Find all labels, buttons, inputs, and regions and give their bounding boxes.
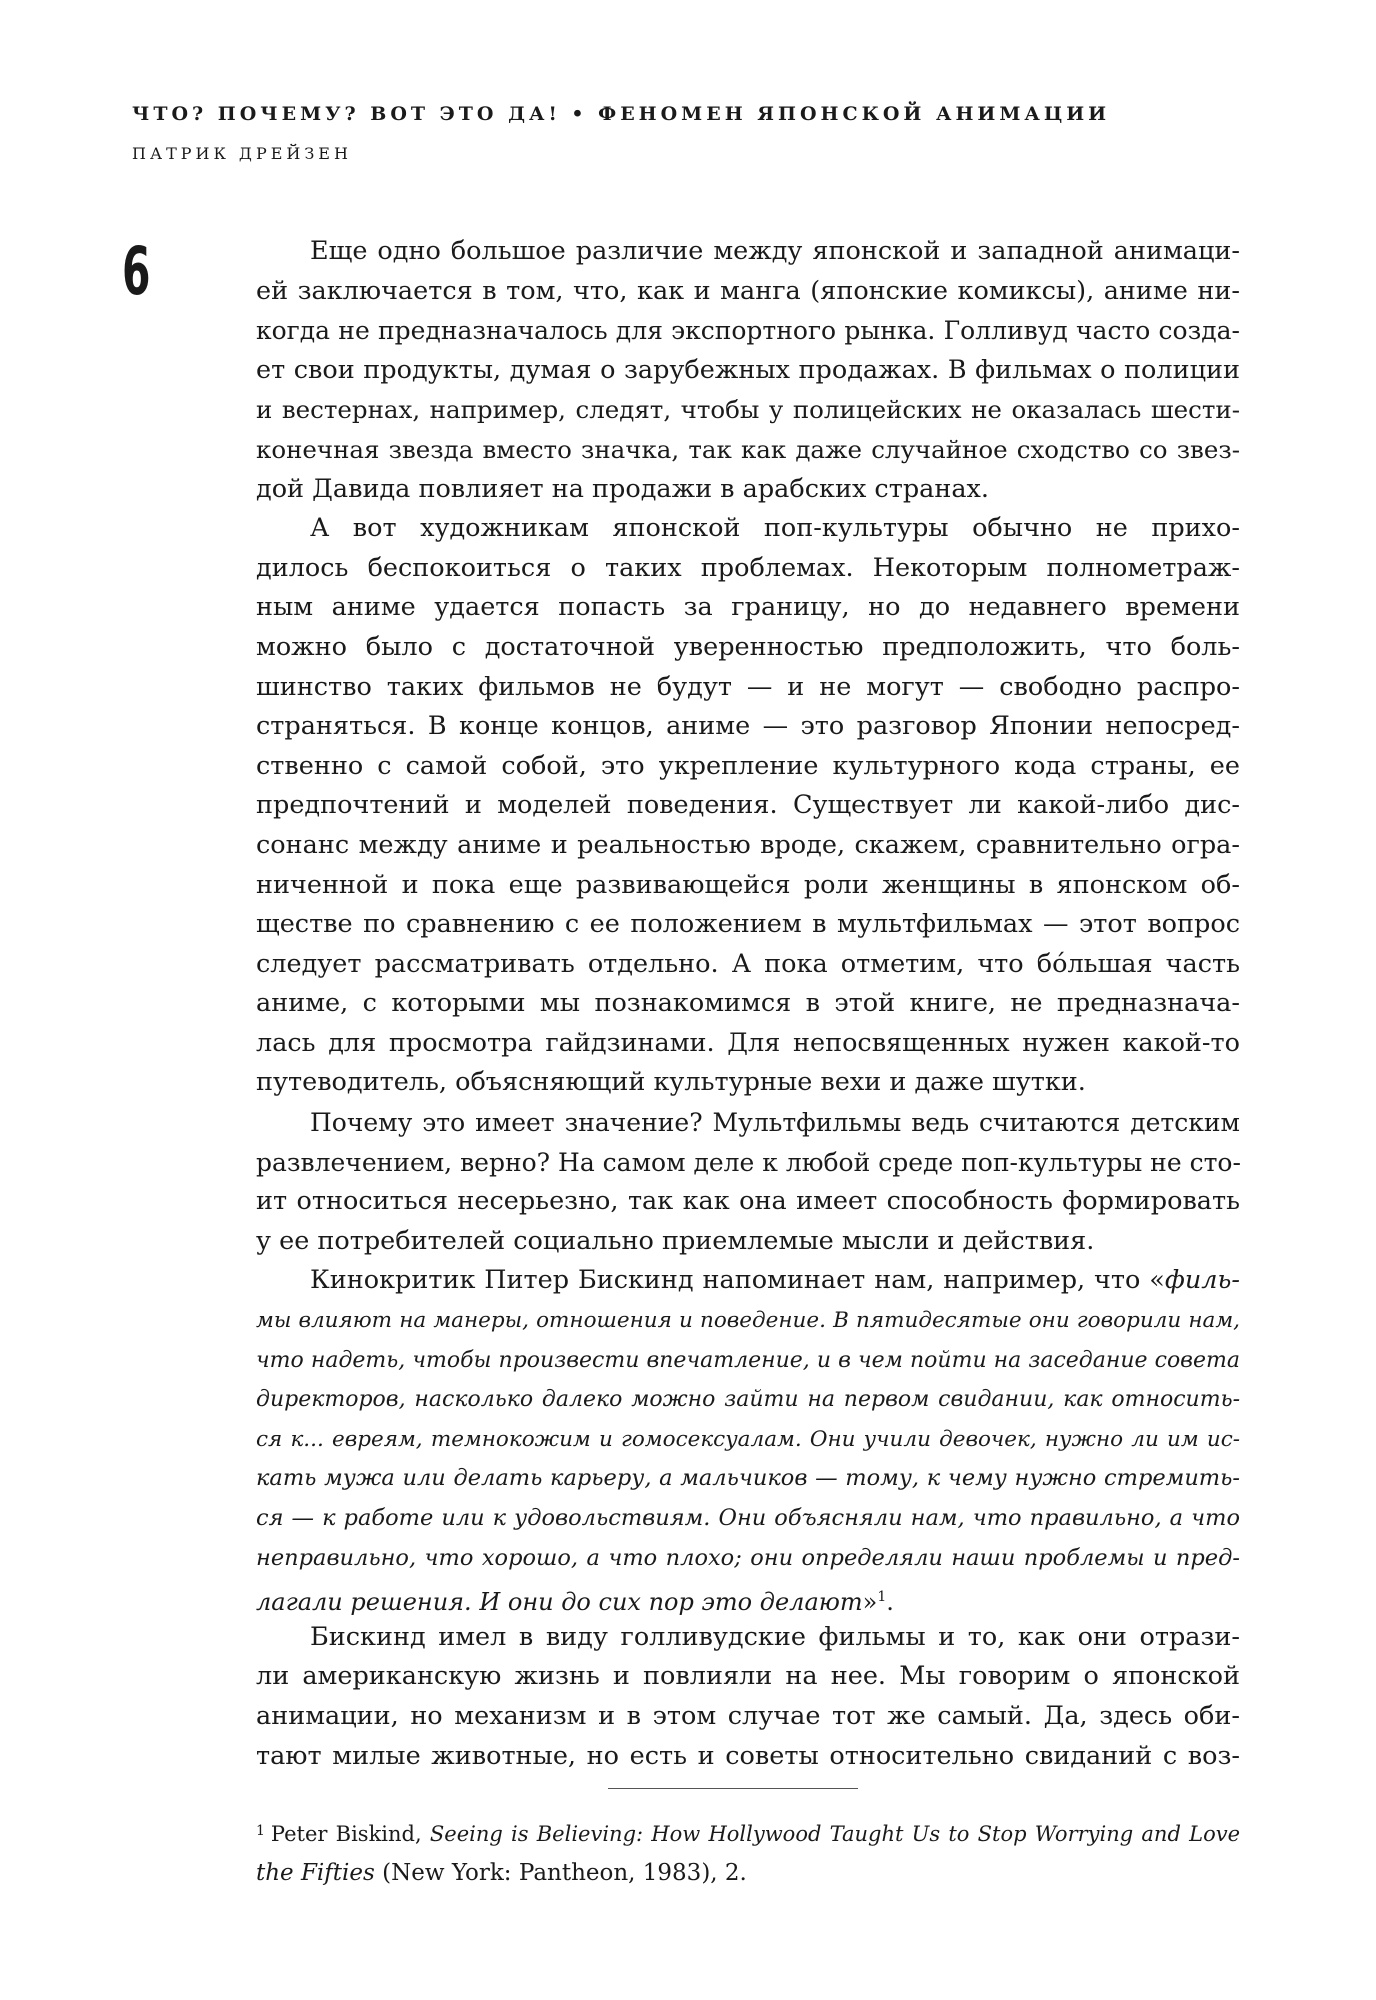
text-line: шинство таких фильмов не будут — и не могут — свободно распро- <box>256 671 1240 702</box>
text-line: ным аниме удается попасть за границу, но до недавнего времени <box>256 592 1240 623</box>
text-line: аниме, с которыми мы познакомимся в этой книге, не предназнача- <box>256 988 1240 1019</box>
footnote-author: Peter Biskind, <box>270 1822 430 1846</box>
text-line: сонанс между аниме и реальностью вроде, скажем, сравнительно огра- <box>256 829 1240 860</box>
text-line: можно было с достаточной уверенностью предположить, что боль- <box>256 631 1240 662</box>
text-line: А вот художникам японской поп-культуры обычно не прихо- <box>310 513 1240 544</box>
footnote-line <box>256 1810 1240 1852</box>
chapter-number: 6 <box>122 233 151 310</box>
text-line: ственно с самой собой, это укрепление культурного кода страны, ее <box>256 750 1240 781</box>
text-line: ниченной и пока еще развивающейся роли женщины в японском об- <box>256 869 1240 900</box>
quote-line: ся — к работе или к удовольствиям. Они объясняли нам, что правильно, а что <box>256 1505 1240 1531</box>
text-line: лась для просмотра гайдзинами. Для непосвященных нужен какой-то <box>256 1027 1240 1058</box>
quote-line: мы влияют на манеры, отношения и поведение. В пятидесятые они говорили нам, <box>256 1308 1240 1334</box>
text-line: конечная звезда вместо значка, так как даже случайное сходство со звез- <box>256 434 1240 464</box>
text-line: Почему это имеет значение? Мультфильмы ведь считаются детским <box>310 1108 1240 1138</box>
footnote-line <box>256 1852 1240 1894</box>
text-line: Еще одно большое различие между японской и западной анимаци- <box>310 236 1240 266</box>
text-line: у ее потребителей социально приемлемые мысли и действия. <box>256 1225 1095 1256</box>
text-line: ет свои продукты, думая о зарубежных продажах. В фильмах о полиции <box>256 354 1240 385</box>
running-title: ЧТО? ПОЧЕМУ? ВОТ ЭТО ДА! • ФЕНОМЕН ЯПОНСКОЙ АНИМАЦИИ <box>132 103 1111 125</box>
text-line: предпочтений и моделей поведения. Существует ли какой-либо дис- <box>256 790 1240 821</box>
sentence-end: . <box>886 1588 894 1617</box>
footnote <box>256 1810 1240 1894</box>
footnote-ref[interactable]: 1 <box>877 1589 887 1606</box>
text-line <box>256 1261 1240 1301</box>
quote-line <box>256 1578 1240 1618</box>
text-line: следует рассматривать отдельно. А пока отметим, что бóльшая часть <box>256 948 1240 979</box>
quote-line: неправильно, что хорошо, а что плохо; они определяли наши проблемы и пред- <box>256 1544 1240 1571</box>
quote-intro: Кинокритик Питер Бискинд напоминает нам, например, что « <box>310 1265 1165 1296</box>
text-line: ли американскую жизнь и повлияли на нее. Мы говорим о японской <box>256 1661 1240 1692</box>
footnote-title: Seeing is Believing: How Hollywood Taught Us to Stop Worrying and Love <box>429 1822 1240 1846</box>
footnote-title-cont: the Fifties <box>256 1860 375 1886</box>
quote-line: кать мужа или делать карьеру, а мальчиков — тому, к чему нужно стремить- <box>256 1465 1240 1492</box>
closing-guillemet: » <box>862 1588 878 1617</box>
text-line: когда не предназначалось для экспортного рынка. Голливуд часто созда- <box>256 316 1240 346</box>
text-line: анимации, но механизм и в этом случае тот же самый. Да, здесь оби- <box>256 1700 1240 1731</box>
text-line: страняться. В конце концов, аниме — это разговор Японии непосред- <box>256 711 1240 742</box>
footnote-divider <box>608 1788 858 1789</box>
running-header <box>132 100 1252 166</box>
text-line: Бискинд имел в виду голливудские фильмы и то, как они отрази- <box>310 1621 1240 1652</box>
text-line: тают милые животные, но есть и советы относительно свиданий с воз- <box>256 1740 1240 1771</box>
quote-line: что надеть, чтобы произвести впечатление, и в чем пойти на заседание совета <box>256 1347 1240 1373</box>
footnote-mark: 1 <box>256 1823 265 1839</box>
text-line: путеводитель, объясняющий культурные вехи и даже шутки. <box>256 1067 1086 1098</box>
quote-end: лагали решения. И они до сих пор это делают <box>256 1588 863 1617</box>
text-line: ей заключается в том, что, как и манга (японские комиксы), аниме ни- <box>256 275 1240 306</box>
text-line: и вестернах, например, следят, чтобы у полицейских не оказалась шести- <box>256 395 1240 425</box>
quote-start: филь- <box>1164 1265 1240 1296</box>
text-line: дой Давида повлияет на продажи в арабских странах. <box>256 473 990 504</box>
body-text <box>256 232 1240 1776</box>
quote-line: директоров, насколько далеко можно зайти на первом свидании, как относить- <box>256 1387 1240 1413</box>
running-author: ПАТРИК ДРЕЙЗЕН <box>132 144 352 163</box>
quote-line: ся к... евреям, темнокожим и гомосексуалам. Они учили девочек, нужно ли им ис- <box>256 1426 1240 1452</box>
text-line: ществе по сравнению с ее положением в мультфильмах — этот вопрос <box>256 909 1240 940</box>
footnote-publication: (New York: Pantheon, 1983), 2. <box>374 1860 747 1886</box>
text-line: развлечением, верно? На самом деле к любой среде поп-культуры не сто- <box>256 1147 1241 1177</box>
text-line: ит относиться несерьезно, так как она имеет способность формировать <box>256 1186 1240 1217</box>
text-line: дилось беспокоиться о таких проблемах. Некоторым полнометраж- <box>256 552 1240 583</box>
